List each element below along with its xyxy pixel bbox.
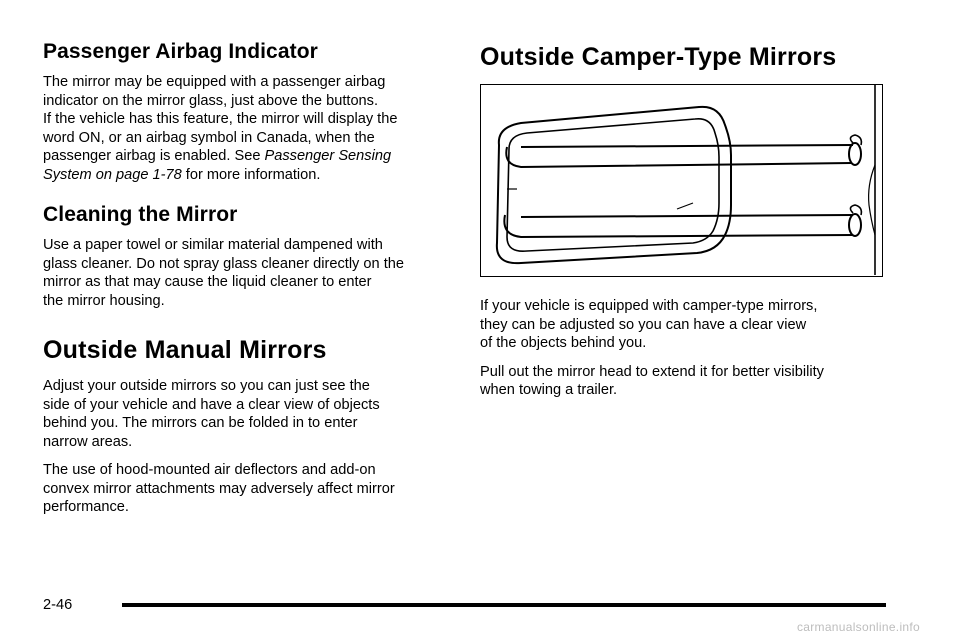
text-line: Use a paper towel or similar material dampened with (43, 237, 383, 253)
text-line: word ON, or an airbag symbol in Canada, when the (43, 129, 375, 146)
text-line: Pull out the mirror head to extend it for better visibility (480, 363, 824, 380)
mirror-arm-lower (504, 215, 853, 237)
text-line: of the objects behind you. (480, 335, 647, 351)
mirror-frame-outer (497, 107, 731, 263)
paragraph-airbag (43, 73, 453, 184)
heading-outside-camper-type-mirrors: Outside Camper-Type Mirrors (480, 43, 837, 71)
shade-mark (677, 203, 693, 209)
mirror-arm-lower-top (521, 215, 853, 217)
text-line: The mirror may be equipped with a passenger airbag (43, 74, 386, 90)
text-line: glass cleaner. Do not spray glass cleaner directly on the (43, 255, 404, 272)
paragraph-manual-1 (43, 377, 453, 451)
text-segment: for more information. (181, 166, 321, 183)
paragraph-camper-2 (480, 363, 890, 400)
text-line: If the vehicle has this feature, the mirror will display the (43, 111, 398, 127)
text-line: when towing a trailer. (480, 382, 618, 398)
arm-end-cap-upper (849, 143, 861, 165)
right-column (480, 43, 890, 410)
passenger-sensing-link[interactable]: Passenger Sensing (264, 148, 392, 164)
text-line: indicator on the mirror glass, just above the buttons. (43, 92, 379, 109)
text-line: convex mirror attachments may adversely affect mirror (43, 480, 395, 497)
text-line (43, 147, 453, 166)
watermark: carmanualsonline.info (796, 620, 920, 634)
text-line: the mirror housing. (43, 292, 165, 309)
heading-passenger-airbag-indicator: Passenger Airbag Indicator (43, 40, 318, 63)
spacer (43, 194, 453, 203)
text-line: mirror as that may cause the liquid cleaner to enter (43, 274, 372, 290)
footer-rule (122, 603, 886, 607)
text-line: they can be adjusted so you can have a clear view (480, 316, 807, 333)
text-line: performance. (43, 499, 129, 515)
left-column (43, 40, 453, 527)
arm-end-cap-lower (849, 214, 861, 236)
mirror-frame-inner (507, 119, 719, 251)
camper-mirror-drawing (481, 85, 881, 275)
spacer (43, 320, 453, 336)
text-line: narrow areas. (43, 433, 133, 450)
page-number: 2-46 (43, 597, 73, 613)
mirror-arm-upper (506, 147, 851, 167)
heading-cleaning-the-mirror: Cleaning the Mirror (43, 203, 238, 226)
text-line: behind you. The mirrors can be folded in to enter (43, 415, 358, 431)
paragraph-cleaning (43, 236, 453, 310)
text-line (43, 166, 453, 185)
door-curve (869, 165, 875, 235)
text-segment: passenger airbag is enabled. See (43, 148, 265, 164)
heading-outside-manual-mirrors: Outside Manual Mirrors (43, 336, 327, 364)
mirror-arm-upper-top (521, 145, 853, 147)
passenger-sensing-link-continued[interactable]: System on page 1-78 (43, 166, 182, 183)
text-line: side of your vehicle and have a clear view of objects (43, 396, 380, 413)
text-line: Adjust your outside mirrors so you can just see the (43, 378, 370, 394)
text-line: If your vehicle is equipped with camper-type mirrors, (480, 298, 818, 314)
camper-mirror-illustration (480, 84, 883, 277)
paragraph-camper-1 (480, 297, 890, 353)
text-line: The use of hood-mounted air deflectors and add-on (43, 462, 376, 478)
paragraph-manual-2 (43, 461, 453, 517)
